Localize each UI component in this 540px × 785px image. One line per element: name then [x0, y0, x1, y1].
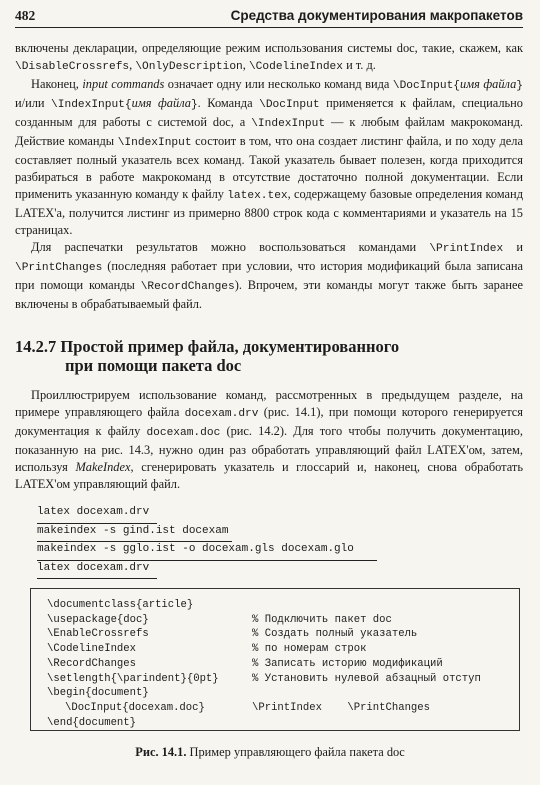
page	[15, 8, 523, 579]
listing-row	[47, 642, 519, 657]
text: включены декларации, определяющие режим использования системы doc, такие, скажем, как	[15, 41, 523, 55]
text: Наконец,	[31, 77, 83, 91]
listing-code: \DocInput{docexam.doc}	[65, 701, 205, 714]
listing-comment: % Подключить пакет doc	[252, 613, 392, 626]
text: ,	[129, 58, 136, 72]
italic-text: MakeIndex	[75, 460, 131, 474]
text: (последняя работает при условии, что история модификаций была записана при помощи команды	[15, 259, 523, 292]
code-text: \IndexInput{	[51, 99, 132, 111]
paragraph-4	[15, 387, 523, 493]
listing-code: \CodelineIndex	[47, 643, 137, 656]
text: ). Впрочем, эти команды могут также быть заранее включены в обрабатываемый файл.	[15, 278, 523, 311]
italic-text: имя файла	[131, 96, 191, 110]
caption-text: Пример управляющего файла пакета doc	[186, 745, 405, 759]
code-text: latex.tex	[227, 190, 288, 202]
text: состоит в том, что она создает листинг файла, и по ходу дела составляет полный указатель всех команд. Такой указатель бывает полезен, когда приходится разбираться в работе макрокоманд в отсутствие достаточно полной документации. Если применить указанную команду к файлу	[15, 134, 523, 201]
listing-row	[47, 627, 519, 642]
text: (рис. 14.2). Для того чтобы получить документацию, показанную на рис. 14.3, нужно один раз обработать управляющий файл LATEX'ом, затем, используя	[15, 424, 523, 474]
code-text: \DocInput{	[392, 80, 461, 92]
listing-row	[47, 701, 519, 716]
code-listing-box	[30, 588, 520, 731]
command-text: latex docexam.drv	[37, 561, 157, 580]
command-sequence	[37, 505, 523, 579]
command-line	[37, 561, 523, 580]
code-text: \IndexInput	[117, 137, 192, 149]
paragraph-2	[15, 76, 523, 239]
text: , сгенерировать указатель и глоссарий и, наконец, снова обработать LATEX'ом управляющий файл.	[15, 460, 523, 491]
section-heading	[15, 337, 523, 375]
text: ,	[242, 58, 249, 72]
listing-comment: \PrintIndex \PrintChanges	[252, 701, 431, 714]
text: Проиллюстрируем использование команд, рассмотренных в предыдущем разделе, на примере управляющего файла	[15, 388, 523, 419]
paragraph-3	[15, 239, 523, 313]
text: — к любым файлам макрокоманд. Действие команды	[15, 115, 524, 148]
code-text: }	[516, 80, 523, 92]
section-title: Простой пример файла, документированного	[60, 337, 400, 356]
text: Для распечатки результатов можно воспользоваться командами	[31, 240, 430, 254]
listing-comment: % по номерам строк	[252, 643, 367, 656]
code-text: }	[190, 99, 198, 111]
listing-code: \RecordChanges	[47, 657, 137, 670]
text: применяется к файлам, специально созданным для работы с системой doc, а	[15, 96, 523, 129]
text: и т. д.	[342, 58, 376, 72]
text: (рис. 14.1), при помощи которого генерируется документация к файлу	[15, 405, 523, 438]
text: , содержащему базовые определения команд LATEX'а, получится листинг из примерно 8800 строк кода с комментариями и указатель на 15 страницах.	[15, 187, 523, 237]
running-header	[15, 8, 523, 28]
caption-label: Рис. 14.1.	[135, 745, 187, 759]
code-text: \DisableCrossrefs	[15, 61, 130, 73]
command-text: makeindex -s gglo.ist -o docexam.gls docexam.glo	[37, 542, 377, 561]
command-line	[37, 524, 523, 543]
command-line	[37, 505, 523, 524]
section-number: 14.2.7	[15, 337, 57, 356]
listing-row	[47, 686, 519, 701]
figure-caption	[0, 745, 540, 760]
page-number: 482	[15, 8, 36, 23]
listing-code: \end{document}	[47, 716, 137, 729]
listing-row	[47, 716, 519, 731]
listing-row	[47, 598, 519, 613]
code-text: \IndexInput	[251, 118, 326, 130]
listing-row	[47, 613, 519, 628]
listing-code: \setlength{\parindent}{0pt}	[47, 672, 219, 685]
command-text: makeindex -s gind.ist docexam	[37, 524, 232, 543]
listing-code: \begin{document}	[47, 687, 149, 700]
running-title: Средства документирования макропакетов	[230, 8, 523, 23]
text: и/или	[15, 96, 52, 110]
italic-text: имя файла	[460, 77, 517, 91]
listing-code: \usepackage{doc}	[47, 613, 149, 626]
text: . Команда	[197, 96, 260, 110]
listing-comment: % Установить нулевой абзацный отступ	[252, 672, 481, 685]
listing-code: \documentclass{article}	[47, 599, 194, 611]
code-text: \OnlyDescription	[135, 61, 243, 73]
code-text: \PrintIndex	[429, 243, 504, 255]
command-text: latex docexam.drv	[37, 505, 157, 524]
paragraph-1	[15, 40, 523, 76]
text: означает одну или несколько команд вида	[164, 77, 393, 91]
code-text: \DocInput	[259, 99, 320, 111]
code-text: \RecordChanges	[140, 281, 235, 293]
listing-code: \EnableCrossrefs	[47, 628, 149, 641]
code-text: docexam.doc	[146, 427, 221, 439]
italic-text: input commands	[82, 77, 165, 91]
listing-comment: % Записать историю модификаций	[252, 657, 443, 670]
section-title-line2: при помощи пакета doc	[65, 356, 242, 375]
code-text: docexam.drv	[184, 408, 259, 420]
command-line	[37, 542, 523, 561]
listing-row	[47, 657, 519, 672]
text: и	[503, 240, 523, 254]
listing-row	[47, 672, 519, 687]
listing-comment: % Создать полный указатель	[252, 628, 418, 641]
code-text: \PrintChanges	[15, 262, 103, 274]
code-text: \CodelineIndex	[248, 61, 343, 73]
